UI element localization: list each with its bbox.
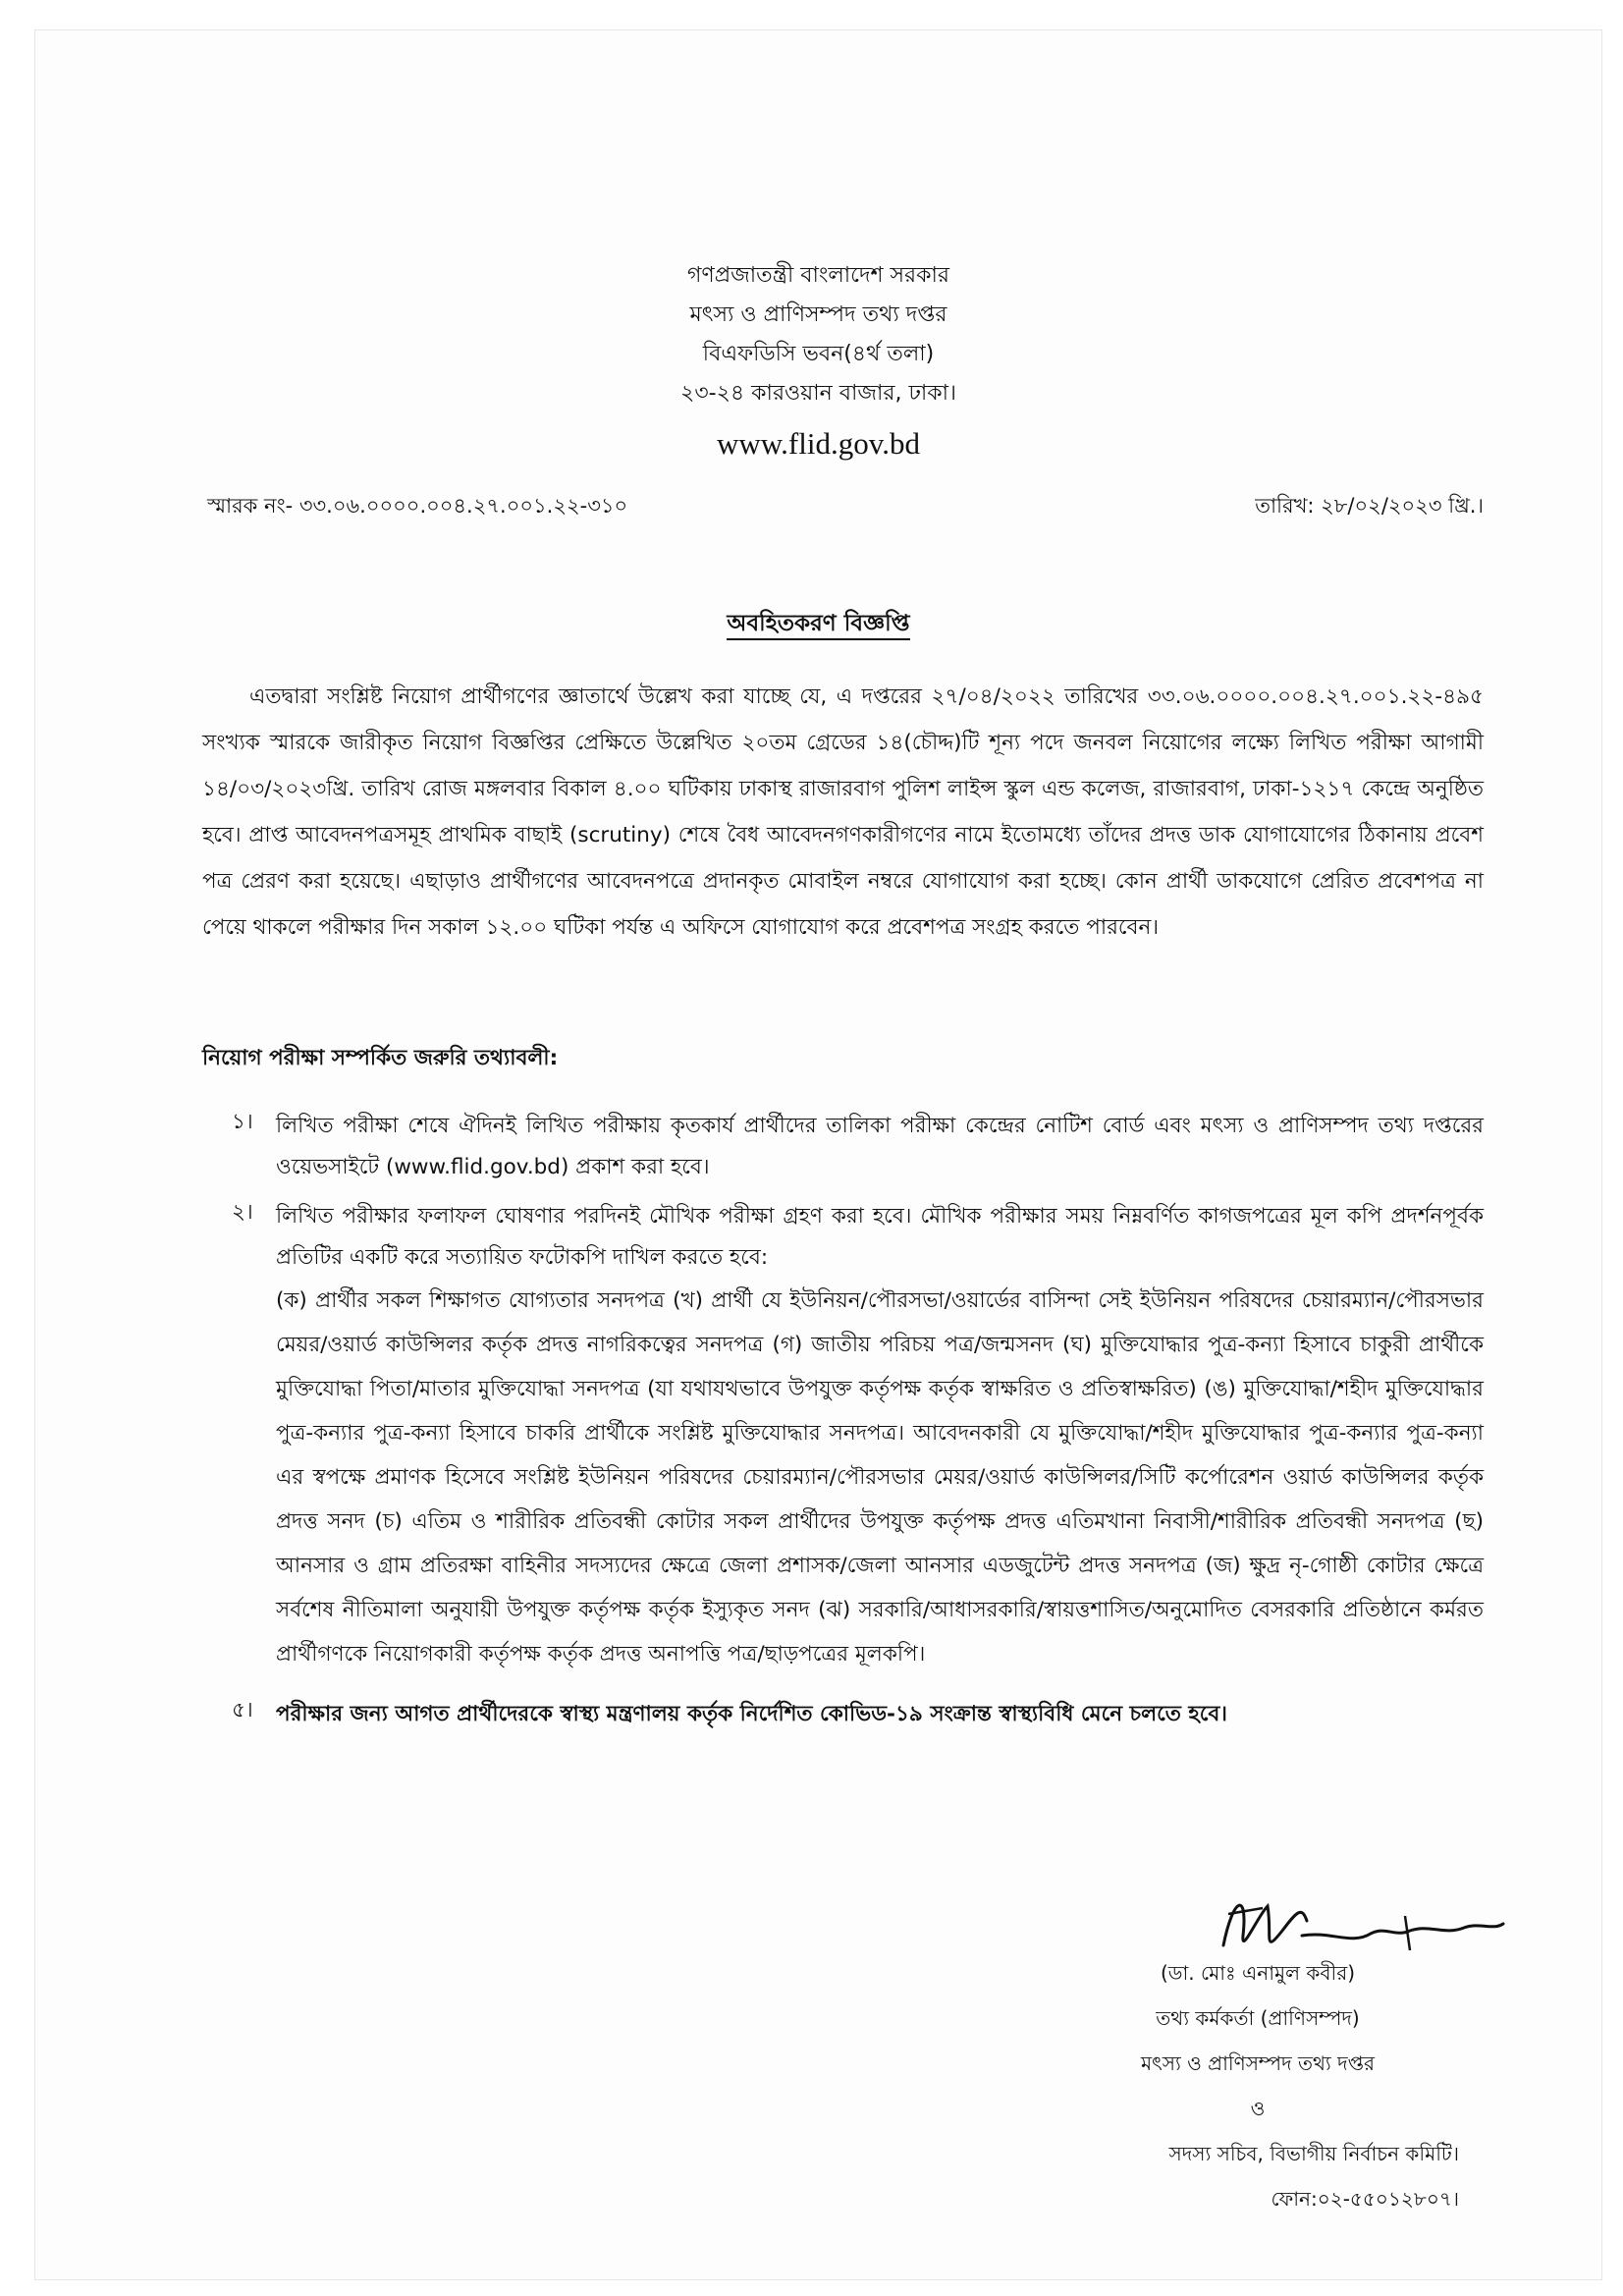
item-text: পরীক্ষার জন্য আগত প্রার্থীদেরকে স্বাস্থ্য মন্ত্রণালয় কর্তৃক নির্দেশিত কোভিড-১৯ সংক্রান্ত স্বাস্থ্যবিধি মেনে চলতে হবে। xyxy=(276,1702,1227,1726)
notice-title: অবহিতকরণ বিজ্ঞপ্তি xyxy=(35,605,1601,643)
officer-phone: ফোন:০২-৫৫০১২৮০৭। xyxy=(1271,2187,1459,2211)
section-heading: নিয়োগ পরীক্ষা সম্পর্কিত জরুরি তথ্যাবলী: xyxy=(202,1046,559,1070)
letterhead xyxy=(35,256,1601,468)
officer-designation: তথ্য কর্মকর্তা (প্রাণিসম্পদ) xyxy=(1156,2006,1360,2030)
notice-body: এতদ্বারা সংশ্লিষ্ট নিয়োগ প্রার্থীগণের জ্ঞাতার্থে উল্লেখ করা যাচ্ছে যে, এ দপ্তরের ২৭/০৪/২০২২ তারিখের ৩৩.০৬.০০০০.০০৪.২৭.০০১.২২-৪৯৫ সংখ্যক স্মারকে জারীকৃত নিয়োগ বিজ্ঞপ্তির প্রেক্ষিতে উল্লেখিত ২০তম গ্রেডের ১৪(চৌদ্দ)টি শূন্য পদে জনবল নিয়োগের লক্ষ্যে লিখিত পরীক্ষা আগামী ১৪/০৩/২০২৩খ্রি. তারিখ রোজ মঙ্গলবার বিকাল ৪.০০ ঘটিকায় ঢাকাস্থ রাজারবাগ পুলিশ লাইন্স স্কুল এন্ড কলেজ, রাজারবাগ, ঢাকা-১২১৭ কেন্দ্রে অনুষ্ঠিত হবে। প্রাপ্ত আবেদনপত্রসমূহ প্রাথমিক বাছাই (scrutiny) শেষে বৈধ আবেদনগণকারীগণের নামে ইতোমধ্যে তাঁদের প্রদত্ত ডাক যোগাযোগের ঠিকানায় প্রবেশ পত্র প্রেরণ করা হয়েছে। এছাড়াও প্রার্থীগণের আবেদনপত্রে প্রদানকৃত মোবাইল নম্বরে যোগাযোগ করা হচ্ছে। কোন প্রার্থী ডাকযোগে প্রেরিত প্রবেশপত্র না পেয়ে থাকলে পরীক্ষার দিন সকাল ১২.০০ ঘটিকা পর্যন্ত এ অফিসে যোগাযোগ করে প্রবেশপত্র সংগ্রহ করতে পারবেন। xyxy=(202,684,1484,940)
office-name: মৎস্য ও প্রাণিসম্পদ তথ্য দপ্তর xyxy=(689,302,947,327)
item-number: ১। xyxy=(232,1110,253,1134)
officer-name: (ডা. মোঃ এনামুল কবীর) xyxy=(1160,1961,1356,1985)
list-item xyxy=(202,1694,1484,1735)
item-text: লিখিত পরীক্ষার ফলাফল ঘোষণার পরদিনই মৌখিক পরীক্ষা গ্রহণ করা হবে। মৌখিক পরীক্ষার সময় নিম্নবর্ণিত কাগজপত্রের মূল কপি প্রদর্শনপূর্বক প্রতিটির একটি করে সত্যায়িত ফটোকপি দাখিল করতে হবে: xyxy=(276,1204,1484,1270)
info-list xyxy=(202,1106,1484,1743)
memo-number: স্মারক নং- ৩৩.০৬.০০০০.০০৪.২৭.০০১.২২-৩১০ xyxy=(207,494,628,518)
list-item xyxy=(202,1196,1484,1676)
document-page xyxy=(34,29,1602,2280)
office-address: ২৩-২৪ কারওয়ান বাজার, ঢাকা। xyxy=(680,381,956,406)
reference-row xyxy=(207,490,1484,524)
item-number: ৫। xyxy=(232,1698,253,1722)
item-number: ২। xyxy=(232,1200,253,1225)
issue-date: তারিখ: ২৮/০২/২০২৩ খ্রি.। xyxy=(1255,494,1484,518)
officer-office: মৎস্য ও প্রাণিসম্পদ তথ্য দপ্তর xyxy=(1140,2051,1376,2075)
building-name: বিএফডিসি ভবন(৪র্থ তলা) xyxy=(702,342,935,366)
government-name: গণপ্রজাতন্ত্রী বাংলাদেশ সরকার xyxy=(686,263,950,288)
officer-role: সদস্য সচিব, বিভাগীয় নির্বাচন কমিটি। xyxy=(1168,2142,1459,2165)
list-item xyxy=(202,1106,1484,1188)
conjunction: ও xyxy=(1250,2097,1266,2120)
item-text: লিখিত পরীক্ষা শেষে ঐদিনই লিখিত পরীক্ষায় কৃতকার্য প্রার্থীদের তালিকা পরীক্ষা কেন্দ্রের নোটিশ বোর্ড এবং মৎস্য ও প্রাণিসম্পদ তথ্য দপ্তরের ওয়েভসাইটে (www.flid.gov.bd) প্রকাশ করা হবে। xyxy=(276,1114,1484,1179)
signature-block xyxy=(1047,1950,1469,2221)
website-url: www.flid.gov.bd xyxy=(717,426,920,461)
item-body xyxy=(276,1196,1484,1676)
document-requirements: (ক) প্রার্থীর সকল শিক্ষাগত যোগ্যতার সনদপত্র (খ) প্রার্থী যে ইউনিয়ন/পৌরসভা/ওয়ার্ডের বাসিন্দা সেই ইউনিয়ন পরিষদের চেয়ারম্যান/পৌরসভার মেয়র/ওয়ার্ড কাউন্সিলর কর্তৃক প্রদত্ত নাগরিকত্বের সনদপত্র (গ) জাতীয় পরিচয় পত্র/জন্মসনদ (ঘ) মুক্তিযোদ্ধার পুত্র-কন্যা হিসাবে চাকুরী প্রার্থীকে মুক্তিযোদ্ধা পিতা/মাতার মুক্তিযোদ্ধা সনদপত্র (যা যথাযথভাবে উপযুক্ত কর্তৃপক্ষ কর্তৃক স্বাক্ষরিত ও প্রতিস্বাক্ষরিত) (ঙ) মুক্তিযোদ্ধা/শহীদ মুক্তিযোদ্ধার পুত্র-কন্যার পুত্র-কন্যা হিসাবে চাকরি প্রার্থীকে সংশ্লিষ্ট মুক্তিযোদ্ধার সনদপত্র। আবেদনকারী যে মুক্তিযোদ্ধা/শহীদ মুক্তিযোদ্ধার পুত্র-কন্যার পুত্র-কন্যা এর স্বপক্ষে প্রমাণক হিসেবে সংশ্লিষ্ট ইউনিয়ন পরিষদের চেয়ারম্যান/পৌরসভার মেয়র/ওয়ার্ড কাউন্সিলর/সিটি কর্পোরেশন ওয়ার্ড কাউন্সিলর কর্তৃক প্রদত্ত সনদ (চ) এতিম ও শারীরিক প্রতিবন্ধী কোটার সকল প্রার্থীদের উপযুক্ত কর্তৃপক্ষ প্রদত্ত এতিমখানা নিবাসী/শারীরিক প্রতিবন্ধী সনদপত্র (ছ) আনসার ও গ্রাম প্রতিরক্ষা বাহিনীর সদস্যদের ক্ষেত্রে জেলা প্রশাসক/জেলা আনসার এডজুটেন্ট প্রদত্ত সনদপত্র (জ) ক্ষুদ্র নৃ-গোষ্ঠী কোটার ক্ষেত্রে সর্বশেষ নীতিমালা অনুযায়ী উপযুক্ত কর্তৃপক্ষ কর্তৃক ইস্যুকৃত সনদ (ঝ) সরকারি/আধাসরকারি/স্বায়ত্তশাসিত/অনুমোদিত বেসরকারি প্রতিষ্ঠানে কর্মরত প্রার্থীগণকে নিয়োগকারী কর্তৃপক্ষ কর্তৃক প্রদত্ত অনাপত্তি পত্র/ছাড়পত্রের মূলকপি। xyxy=(276,1288,1484,1667)
